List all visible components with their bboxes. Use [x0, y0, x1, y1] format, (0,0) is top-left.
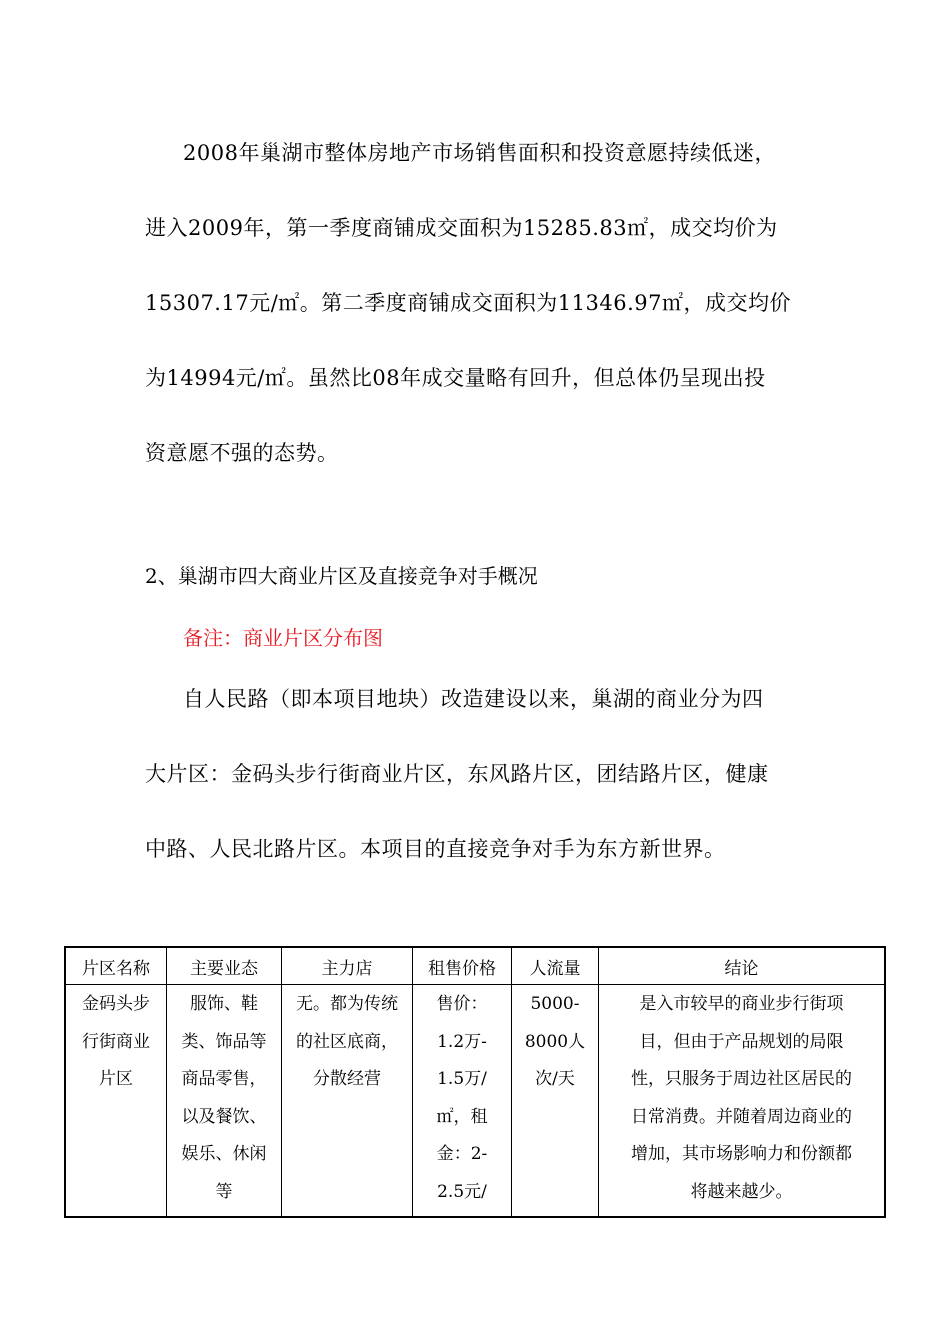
cell-traffic — [512, 985, 599, 1217]
intro-line: 15307.17元/㎡。第二季度商铺成交面积为11346.97㎡，成交均价 — [145, 291, 791, 315]
cell-line: 商品零售， — [181, 1069, 267, 1090]
cell-line: 娱乐、休闲 — [181, 1144, 267, 1165]
section-paragraph — [145, 662, 815, 887]
table-row — [65, 985, 885, 1217]
cell-line: 金码头步 — [82, 994, 150, 1014]
cell-conclusion — [599, 985, 886, 1217]
header-business: 主要业态 — [167, 947, 282, 985]
cell-line: 目，但由于产品规划的局限 — [639, 1031, 844, 1052]
cell-line: 以及餐饮、 — [181, 1106, 267, 1127]
cell-line: 次/天 — [535, 1069, 575, 1090]
section-line: 中路、人民北路片区。本项目的直接竞争对手为东方新世界。 — [145, 837, 726, 861]
section-line: 大片区：金码头步行街商业片区，东风路片区，团结路片区，健康 — [145, 762, 769, 786]
header-traffic: 人流量 — [512, 947, 599, 985]
intro-line: 资意愿不强的态势。 — [145, 441, 339, 465]
cell-area — [65, 985, 167, 1217]
cell-line: 等 — [215, 1181, 233, 1202]
cell-line: 售价： — [436, 994, 488, 1014]
section-heading: 2、巢湖市四大商业片区及直接竞争对手概况 — [145, 564, 538, 588]
cell-line: 增加，其市场影响力和份额都 — [631, 1144, 852, 1165]
map-note: 备注：商业片区分布图 — [183, 626, 383, 650]
cell-line: ㎡，租 — [436, 1106, 488, 1127]
cell-line: 将越来越少。 — [690, 1181, 793, 1202]
cell-line: 服饰、鞋 — [190, 994, 258, 1014]
intro-line: 为14994元/㎡。虽然比08年成交量略有回升，但总体仍呈现出投 — [145, 366, 766, 390]
cell-line: 日常消费。并随着周边商业的 — [631, 1106, 852, 1127]
cell-line: 行街商业 — [82, 1031, 150, 1052]
intro-line: 2008年巢湖市整体房地产市场销售面积和投资意愿持续低迷， — [183, 141, 776, 165]
cell-line: 无。都为传统 — [296, 994, 398, 1014]
header-area: 片区名称 — [65, 947, 167, 985]
cell-line: 性，只服务于周边社区居民的 — [631, 1069, 852, 1090]
intro-paragraph — [145, 116, 815, 491]
table-header-row — [65, 947, 885, 985]
cell-line: 2.5元/ — [437, 1181, 487, 1202]
cell-line: 分散经营 — [313, 1069, 381, 1090]
intro-line: 进入2009年，第一季度商铺成交面积为15285.83㎡，成交均价为 — [145, 216, 778, 240]
cell-price — [413, 985, 512, 1217]
cell-line: 的社区底商， — [296, 1031, 398, 1052]
cell-line: 类、饰品等 — [181, 1031, 267, 1052]
cell-line: 是入市较早的商业步行街项 — [639, 994, 844, 1014]
cell-line: 1.5万/ — [437, 1069, 487, 1090]
header-price: 租售价格 — [413, 947, 512, 985]
cell-line: 8000人 — [524, 1031, 586, 1052]
header-anchor: 主力店 — [282, 947, 413, 985]
cell-anchor — [282, 985, 413, 1217]
section-line: 自人民路（即本项目地块）改造建设以来，巢湖的商业分为四 — [183, 687, 764, 711]
header-conclusion: 结论 — [599, 947, 886, 985]
commercial-area-table — [64, 946, 886, 1218]
cell-line: 金：2- — [436, 1144, 488, 1165]
cell-business — [167, 985, 282, 1217]
cell-line: 5000- — [530, 994, 580, 1014]
cell-line: 片区 — [99, 1069, 133, 1090]
cell-line: 1.2万- — [437, 1031, 487, 1052]
